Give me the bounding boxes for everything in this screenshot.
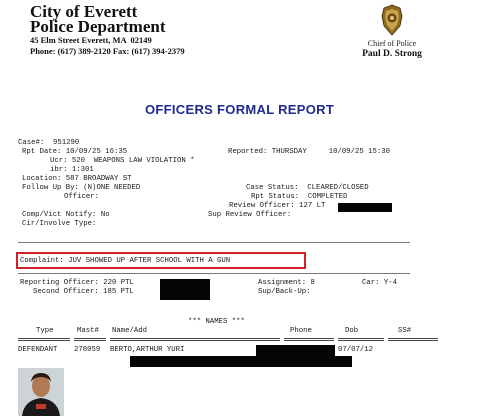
names-heading: *** NAMES ***	[188, 318, 245, 326]
row-mast: 278059	[74, 346, 101, 354]
column-header-dob: Dob	[345, 327, 359, 335]
follow-up-by: Follow Up By: (N)ONE NEEDED	[22, 184, 141, 192]
column-header-mast: Mast#	[77, 327, 99, 335]
divider	[18, 242, 410, 243]
report-date: Rpt Date: 10/09/25 16:35	[22, 148, 128, 156]
report-title: OFFICERS FORMAL REPORT	[145, 102, 335, 117]
redaction-bar	[256, 345, 335, 356]
ibr-code: ibr: 1:301	[50, 166, 94, 174]
review-officer: Review Officer: 127 LT	[229, 202, 326, 210]
assignment: Assignment: 8	[258, 279, 315, 287]
row-dob: 07/07/12	[338, 346, 374, 354]
column-rule	[74, 340, 106, 341]
department-name: Police Department	[30, 17, 166, 36]
car: Car: Y-4	[362, 279, 398, 287]
reporting-officer: Reporting Officer: 220 PTL	[20, 279, 134, 287]
column-header-ss: SS#	[398, 327, 412, 335]
ucr-code: Ucr: 520 WEAPONS LAW VIOLATION *	[50, 157, 195, 165]
column-rule	[110, 340, 280, 341]
department-address: 45 Elm Street Everett, MA 02149	[30, 35, 152, 45]
column-rule	[338, 340, 384, 341]
report-status: Rpt Status: COMPLETED	[251, 193, 348, 201]
second-officer: Second Officer: 185 PTL	[33, 288, 134, 296]
officer-label: Officer:	[64, 193, 100, 201]
column-header-phone: Phone	[290, 327, 312, 335]
column-rule	[74, 338, 106, 339]
column-header-name: Name/Add	[112, 327, 148, 335]
column-rule	[284, 340, 334, 341]
row-name: BERTO,ARTHUR YURI	[110, 346, 185, 354]
location: Location: 587 BROADWAY ST	[22, 175, 132, 183]
divider	[18, 273, 410, 274]
comp-vict-notify: Comp/Vict Notify: No	[22, 211, 110, 219]
case-status: Case Status: CLEARED/CLOSED	[246, 184, 369, 192]
redaction-bar	[160, 279, 210, 300]
redaction-bar	[130, 356, 352, 367]
cir-involve-type: Cir/Involve Type:	[22, 220, 97, 228]
column-rule	[18, 338, 70, 339]
sup-review-officer: Sup Review Officer:	[208, 211, 292, 219]
row-type: DEFENDANT	[18, 346, 58, 354]
mugshot-photo	[18, 368, 64, 416]
column-rule	[110, 338, 280, 339]
chief-name: Paul D. Strong	[362, 49, 422, 59]
reported-date: Reported: THURSDAY 10/09/25 15:30	[228, 148, 391, 156]
column-rule	[18, 340, 70, 341]
column-rule	[338, 338, 384, 339]
case-number: Case#: 951290	[18, 139, 80, 147]
chief-title: Chief of Police	[367, 39, 417, 48]
redaction-bar	[338, 203, 392, 212]
city-name: City of Everett	[30, 2, 138, 21]
complaint: Complaint: JUV SHOWED UP AFTER SCHOOL WITH A GUN	[20, 257, 231, 265]
sup-back-up: Sup/Back-Up:	[258, 288, 311, 296]
column-rule	[388, 338, 438, 339]
column-header-type: Type	[36, 327, 54, 335]
column-rule	[388, 340, 438, 341]
police-badge-icon	[380, 4, 404, 36]
column-rule	[284, 338, 334, 339]
department-phone-fax: Phone: (617) 389-2120 Fax: (617) 394-2379	[30, 46, 185, 56]
